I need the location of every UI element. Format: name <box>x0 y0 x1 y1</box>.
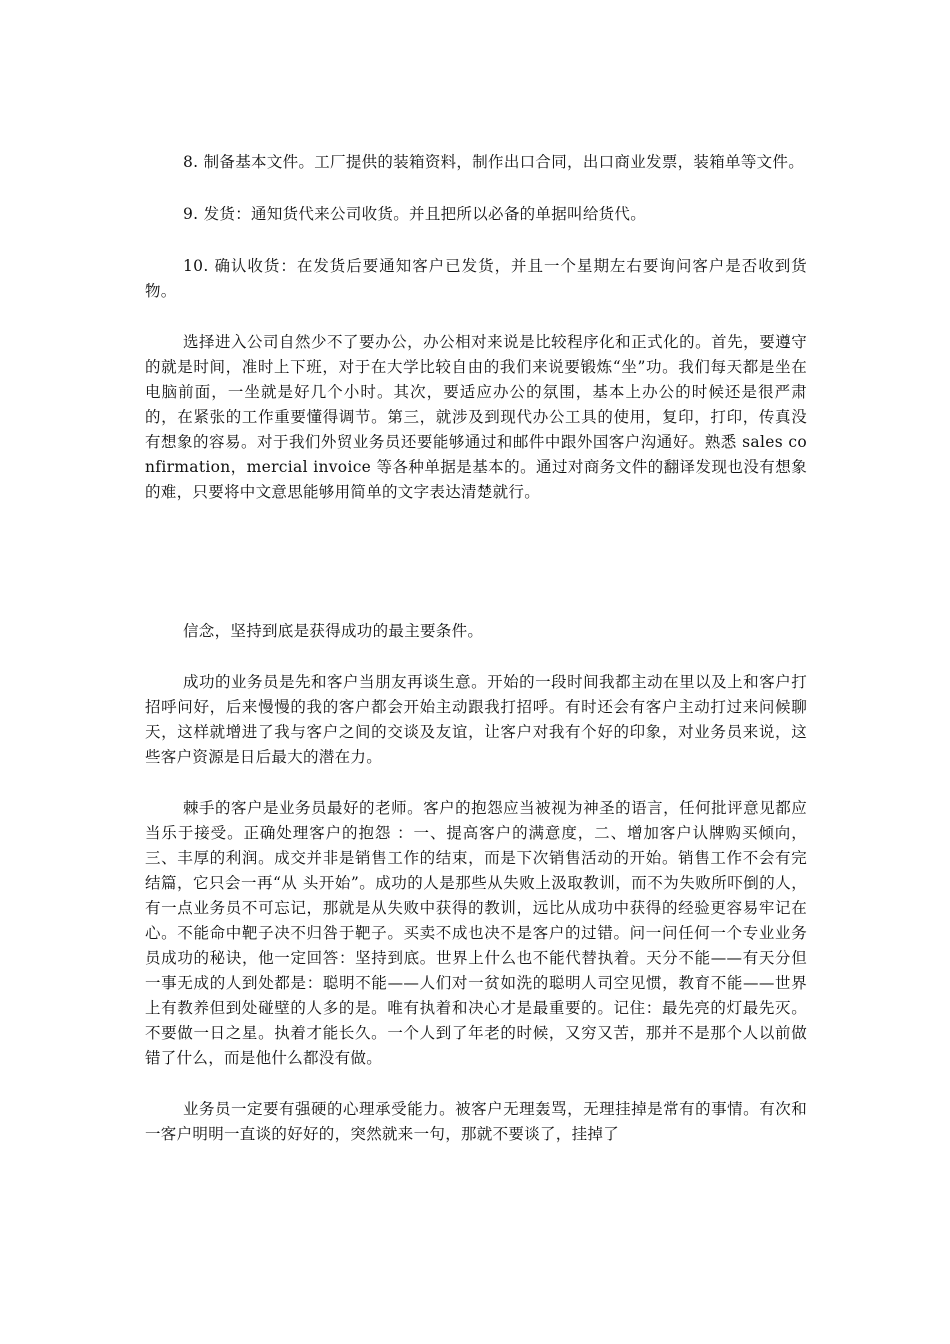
document-body <box>145 150 807 1147</box>
paragraph-belief: 信念，坚持到底是获得成功的最主要条件。 <box>183 622 484 640</box>
paragraph-step-8: 8. 制备基本文件。工厂提供的装箱资料，制作出口合同，出口商业发票，装箱单等文件。 <box>183 153 805 171</box>
paragraph-mental-strength: 业务员一定要有强硬的心理承受能力。被客户无理轰骂，无理挂掉是常有的事情。有次和一客户明明一直谈的好好的，突然就来一句，那就不要谈了，挂掉了 <box>145 1100 807 1143</box>
paragraph-step-10: 10. 确认收货：在发货后要通知客户已发货，并且一个星期左右要询问客户是否收到货物。 <box>145 257 807 300</box>
paragraph-office-work: 选择进入公司自然少不了要办公，办公相对来说是比较程序化和正式化的。首先，要遵守的就是时间，准时上下班，对于在大学比较自由的我们来说要锻炼“坐”功。我们每天都是坐在电脑前面，一坐就是好几个小时。其次，要适应办公的氛围，基本上办公的时候还是很严肃的，在紧张的工作重要懂得调节。第三，就涉及到现代办公工具的使用，复印，打印，传真没有想象的容易。对于我们外贸业务员还要能够通过和邮件中跟外国客户沟通好。熟悉 sales confirmation，mercial invoice 等各种单据是基本的。通过对商务文件的翻译发现也没有想象的难，只要将中文意思能够用简单的文字表达清楚就行。 <box>145 333 807 501</box>
paragraph-step-9: 9. 发货：通知货代来公司收货。并且把所以必备的单据叫给货代。 <box>183 205 647 223</box>
paragraph-difficult-customers: 棘手的客户是业务员最好的老师。客户的抱怨应当被视为神圣的语言，任何批评意见都应当乐于接受。正确处理客户的抱怨 ：一、提高客户的满意度，二、增加客户认牌购买倾向，三、丰厚的利润。成交并非是销售工作的结束，而是下次销售活动的开始。销售工作不会有完结篇，它只会一再“从 头开始”。成功的人是那些从失败上汲取教训，而不为失败所吓倒的人，有一点业务员不可忘记，那就是从失败中获得的教训，远比从成功中获得的经验更容易牢记在心。不能命中靶子决不归咎于靶子。买卖不成也决不是客户的过错。问一问任何一个专业业务员成功的秘诀，他一定回答：坚持到底。世界上什么也不能代替执着。天分不能——有天分但一事无成的人到处都是：聪明不能——人们对一贫如洗的聪明人司空见惯，教育不能——世界上有教养但到处碰壁的人多的是。唯有执着和决心才是最重要的。记住：最先亮的灯最先灭。不要做一日之星。执着才能长久。一个人到了年老的时候，又穷又苦，那并不是那个人以前做错了什么，而是他什么都没有做。 <box>145 799 807 1067</box>
paragraph-customer-friends: 成功的业务员是先和客户当朋友再谈生意。开始的一段时间我都主动在里以及上和客户打招呼问好，后来慢慢的我的客户都会开始主动跟我打招呼。有时还会有客户主动打过来问候聊天，这样就增进了我与客户之间的交谈及友谊，让客户对我有个好的印象，对业务员来说，这些客户资源是日后最大的潜在力。 <box>145 673 807 766</box>
